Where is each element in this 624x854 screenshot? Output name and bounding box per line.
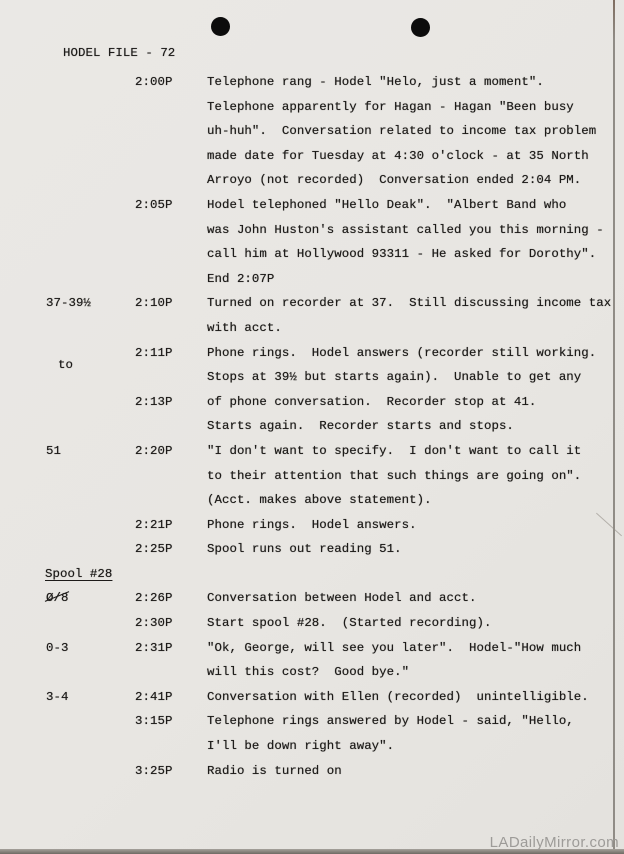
entry-text: Conversation between Hodel and acct. — [207, 591, 477, 606]
time-label: 2:20P — [135, 443, 173, 458]
entry-text: Telephone rang - Hodel "Helo, just a moment". — [207, 75, 544, 89]
entry-text: was John Huston's assistant called you this morning - — [207, 222, 604, 237]
transcript-line — [0, 291, 624, 316]
time-label: 2:10P — [135, 296, 173, 311]
entry-text: Phone rings. Hodel answers. — [207, 517, 417, 532]
time-label: 3:15P — [135, 714, 173, 729]
time-label: 2:11P — [135, 345, 173, 360]
page-title: HODEL FILE - 72 — [63, 46, 176, 60]
time-label: 2:30P — [135, 616, 173, 631]
entry-text: of phone conversation. Recorder stop at 41. — [207, 394, 537, 409]
entry-text: Stops at 39½ but starts again). Unable to get any — [207, 370, 582, 385]
transcript-line — [0, 242, 624, 267]
entry-text: Telephone apparently for Hagan - Hagan "Been busy — [207, 99, 574, 114]
entry-text: "I don't want to specify. I don't want to call it — [207, 443, 582, 458]
transcript-line — [0, 144, 624, 169]
transcript-line — [0, 734, 624, 759]
entry-text: Radio is turned on — [207, 763, 342, 778]
entry-text: Conversation with Ellen (recorded) unintelligible. — [207, 689, 589, 704]
transcript-line — [0, 218, 624, 243]
transcript-line — [0, 685, 624, 710]
transcript-line — [0, 513, 624, 538]
transcript-line — [0, 636, 624, 661]
transcript-line — [0, 341, 624, 372]
entry-text: (Acct. makes above statement). — [207, 493, 432, 508]
transcript — [0, 70, 624, 783]
transcript-line — [0, 95, 624, 120]
section-heading-row — [0, 562, 624, 587]
entry-text: I'll be down right away". — [207, 739, 395, 754]
entry-text: uh-huh". Conversation related to income tax problem — [207, 124, 597, 139]
entry-text: made date for Tuesday at 4:30 o'clock - at 35 North — [207, 148, 589, 163]
transcript-line — [0, 611, 624, 636]
time-label: 2:21P — [135, 517, 173, 532]
entry-text: End 2:07P — [207, 271, 275, 286]
time-label: 2:13P — [135, 394, 173, 409]
entry-text: Turned on recorder at 37. Still discussing income tax — [207, 296, 612, 311]
entry-text: call him at Hollywood 93311 - He asked for Dorothy". — [207, 247, 597, 262]
entry-text: Arroyo (not recorded) Conversation ended 2:04 PM. — [207, 173, 582, 188]
transcript-line — [0, 365, 624, 390]
entry-text: Hodel telephoned "Hello Deak". "Albert Band who — [207, 197, 567, 212]
transcript-line — [0, 586, 624, 611]
transcript-line — [0, 488, 624, 513]
transcript-line — [0, 464, 624, 489]
page-edge-line — [613, 0, 615, 854]
transcript-line — [0, 70, 624, 95]
transcript-line — [0, 390, 624, 415]
entry-text: will this cost? Good bye." — [207, 665, 410, 680]
entry-text: Spool runs out reading 51. — [207, 542, 402, 557]
entry-text: Phone rings. Hodel answers (recorder still working. — [207, 345, 597, 360]
entry-text: Telephone rings answered by Hodel - said, "Hello, — [207, 714, 574, 729]
punch-hole-dot-right — [411, 18, 430, 37]
entry-text: "Ok, George, will see you later". Hodel-"How much — [207, 640, 582, 655]
punch-hole-dot-left — [211, 17, 230, 36]
spool-counter-label: 0-3 — [46, 640, 69, 655]
spool-counter-label: 51 — [46, 443, 61, 458]
transcript-line — [0, 660, 624, 685]
spool-counter-label: to — [58, 357, 73, 372]
time-label: 2:05P — [135, 197, 173, 212]
entry-text: with acct. — [207, 320, 282, 335]
time-label: 2:31P — [135, 640, 173, 655]
time-label: 3:25P — [135, 763, 173, 778]
transcript-line — [0, 193, 624, 218]
entry-text: Start spool #28. (Started recording). — [207, 616, 492, 631]
transcript-line — [0, 267, 624, 292]
entry-text: to their attention that such things are going on". — [207, 468, 582, 483]
transcript-line — [0, 316, 624, 341]
spool-counter-label: Ø/8 — [46, 586, 68, 611]
time-label: 2:41P — [135, 689, 173, 704]
transcript-line — [0, 537, 624, 562]
time-label: 2:25P — [135, 542, 173, 557]
entry-text: Starts again. Recorder starts and stops. — [207, 419, 514, 434]
watermark: LADailyMirror.com — [489, 834, 619, 851]
spool-counter-label: 3-4 — [46, 689, 69, 704]
transcript-line — [0, 168, 624, 193]
transcript-line — [0, 414, 624, 439]
transcript-line — [0, 709, 624, 734]
transcript-line — [0, 119, 624, 144]
time-label: 2:00P — [135, 75, 173, 89]
spool-counter-label: 37-39½ — [46, 296, 91, 311]
transcript-line — [0, 759, 624, 784]
transcript-line — [0, 439, 624, 464]
time-label: 2:26P — [135, 591, 173, 606]
spool-section-label: Spool #28 — [45, 566, 113, 581]
